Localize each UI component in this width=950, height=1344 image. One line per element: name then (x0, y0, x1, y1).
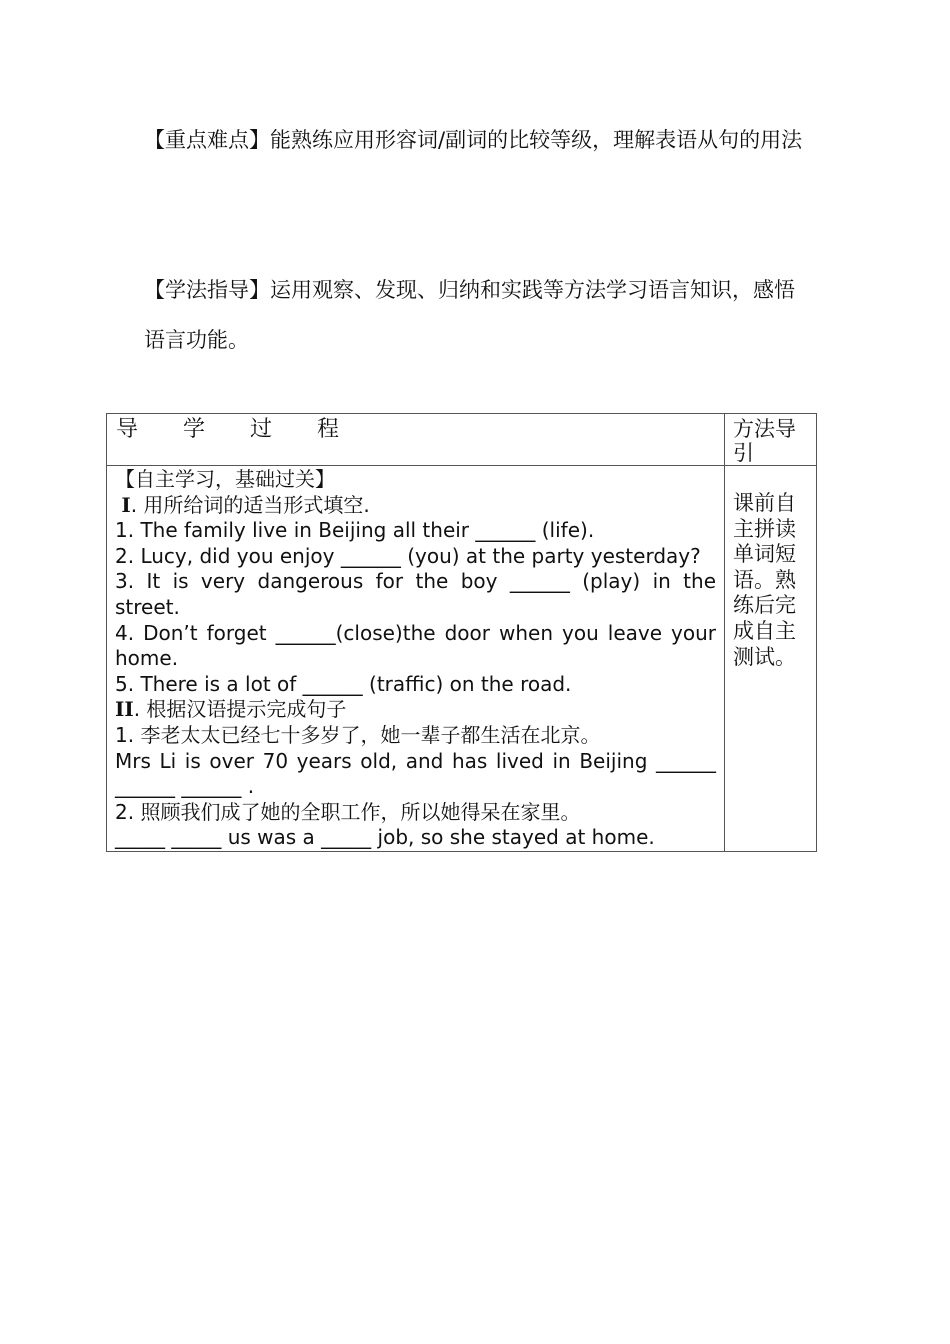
method-note-cell (725, 466, 817, 852)
part2-item: 2. 照顾我们成了她的全职工作，所以她得呆在家里。 (115, 799, 581, 824)
process-header-char: 程 (317, 417, 340, 442)
method-note: 课前自主拼读单词短语。熟练后完成自主测试。 (733, 491, 796, 669)
process-header-char: 导 (116, 417, 139, 442)
method-header-cell (725, 414, 817, 466)
part2-title: . 根据汉语提示完成句子 (133, 697, 347, 722)
method-guidance-paragraph: 【学法指导】运用观察、发现、归纳和实践等方法学习语言知识，感悟语言功能。 (144, 278, 795, 352)
process-header-char: 学 (183, 417, 206, 442)
part1-item: 1. The family live in Beijing all their ______ (life). (115, 518, 595, 543)
part2-numeral: II (115, 697, 134, 722)
exercise-content (107, 466, 724, 851)
process-header-cell (107, 414, 725, 466)
part2-item: 1. 李老太太已经七十多岁了，她一辈子都生活在北京。 (115, 722, 601, 747)
part1-item: 5. There is a lot of ______ (traffic) on the road. (115, 671, 572, 696)
process-header (107, 414, 724, 464)
part1-title: . 用所给词的适当形式填空. (130, 492, 370, 517)
part2-item: _____ _____ us was a _____ job, so she stayed at home. (115, 825, 655, 850)
part1-item: 3. It is very dangerous for the boy ______ (play) in the street. (115, 569, 716, 619)
part2-heading (115, 697, 716, 723)
exercise-cell (107, 466, 725, 852)
section-title: 【自主学习，基础过关】 (115, 467, 335, 491)
table-header-row (107, 414, 817, 466)
part1-item: 2. Lucy, did you enjoy ______ (you) at the party yesterday? (115, 543, 701, 568)
key-points-paragraph: 【重点难点】能熟练应用形容词/副词的比较等级，理解表语从句的用法 (144, 128, 803, 152)
table-body-row (107, 466, 817, 852)
method-header: 方法导引 (733, 417, 796, 465)
guided-learning-table (106, 413, 817, 852)
part1-item: 4. Don’t forget ______(close)the door when you leave your home. (115, 620, 716, 671)
part1-heading (115, 493, 716, 519)
part1-numeral: I (121, 492, 131, 517)
process-header-char: 过 (250, 417, 273, 442)
part2-item: Mrs Li is over 70 years old, and has lived in Beijing ______ ______ ______ . (115, 748, 716, 799)
